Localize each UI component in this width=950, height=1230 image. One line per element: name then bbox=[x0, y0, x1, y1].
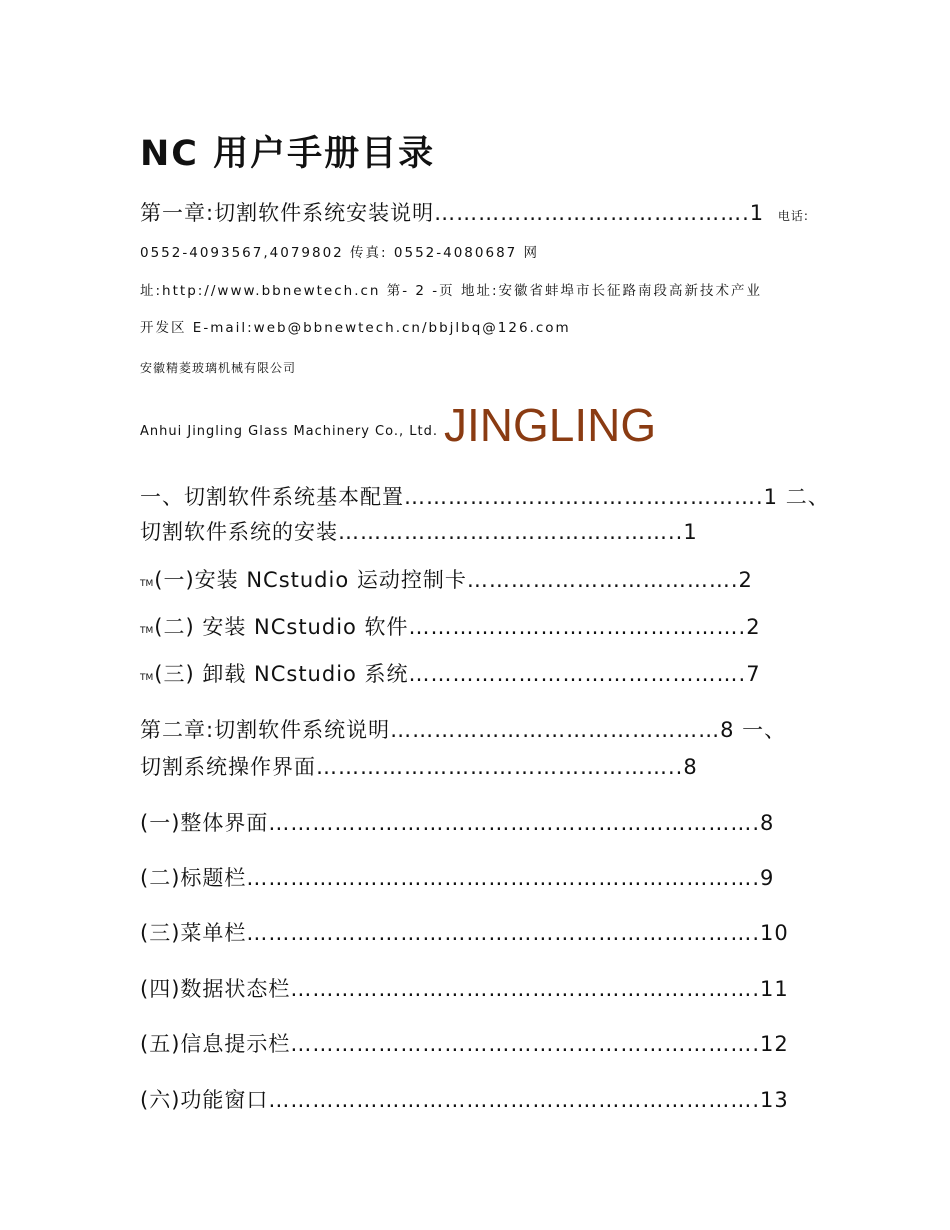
toc-item-1: (一)整体界面………………………………………………………….8 bbox=[140, 811, 775, 835]
toc-sub-3 bbox=[140, 658, 761, 688]
toc-sub-2 bbox=[140, 611, 761, 641]
chapter-1-heading bbox=[140, 197, 809, 227]
tm-mark: TM bbox=[140, 579, 154, 589]
toc-sub-1 bbox=[140, 564, 753, 594]
toc-sub-3-text: (三) 卸载 NCstudio 系统……………………………………….7 bbox=[154, 662, 761, 686]
tm-mark: TM bbox=[140, 626, 154, 636]
chapter-1-text: 第一章:切割软件系统安装说明…………………………………….1 bbox=[140, 201, 765, 225]
chapter-2-line-2: 切割系统操作界面…………………………………………..8 bbox=[140, 755, 698, 779]
phone-label: 电话: bbox=[777, 209, 809, 223]
contact-line-1: 0552-4093567,4079802 传真: 0552-4080687 网 bbox=[140, 245, 540, 261]
chapter-2-line-1: 第二章:切割软件系统说明………………………………………8 一、 bbox=[140, 718, 787, 742]
toc-sub-2-text: (二) 安装 NCstudio 软件……………………………………….2 bbox=[154, 615, 761, 639]
company-name-en: Anhui Jingling Glass Machinery Co., Ltd. bbox=[140, 424, 438, 439]
toc-entry-1-line-2: 切割软件系统的安装………………………………………..1 bbox=[140, 520, 698, 544]
toc-item-4: (四)数据状态栏……………………………………………………….11 bbox=[140, 977, 789, 1001]
company-name-cn: 安徽精菱玻璃机械有限公司 bbox=[140, 361, 297, 375]
page-title: NC 用户手册目录 bbox=[140, 134, 436, 174]
contact-line-2: 址:http://www.bbnewtech.cn 第- 2 -页 地址:安徽省蚌埠市长征路南段高新技术产业 bbox=[140, 283, 763, 299]
toc-item-5: (五)信息提示栏……………………………………………………….12 bbox=[140, 1032, 789, 1056]
toc-item-6: (六)功能窗口………………………………………………………….13 bbox=[140, 1088, 789, 1112]
toc-item-2: (二)标题栏…………………………………………………………….9 bbox=[140, 866, 775, 890]
company-brand-line bbox=[140, 398, 656, 452]
toc-item-3: (三)菜单栏…………………………………………………………….10 bbox=[140, 921, 789, 945]
brand-logo: JINGLING bbox=[443, 399, 657, 451]
contact-line-3: 开发区 E-mail:web@bbnewtech.cn/bbjlbq@126.com bbox=[140, 320, 571, 336]
tm-mark: TM bbox=[140, 673, 154, 683]
toc-sub-1-text: (一)安装 NCstudio 运动控制卡……………………………….2 bbox=[154, 568, 753, 592]
toc-entry-1-line-1: 一、切割软件系统基本配置………………………………………….1 二、 bbox=[140, 485, 830, 509]
